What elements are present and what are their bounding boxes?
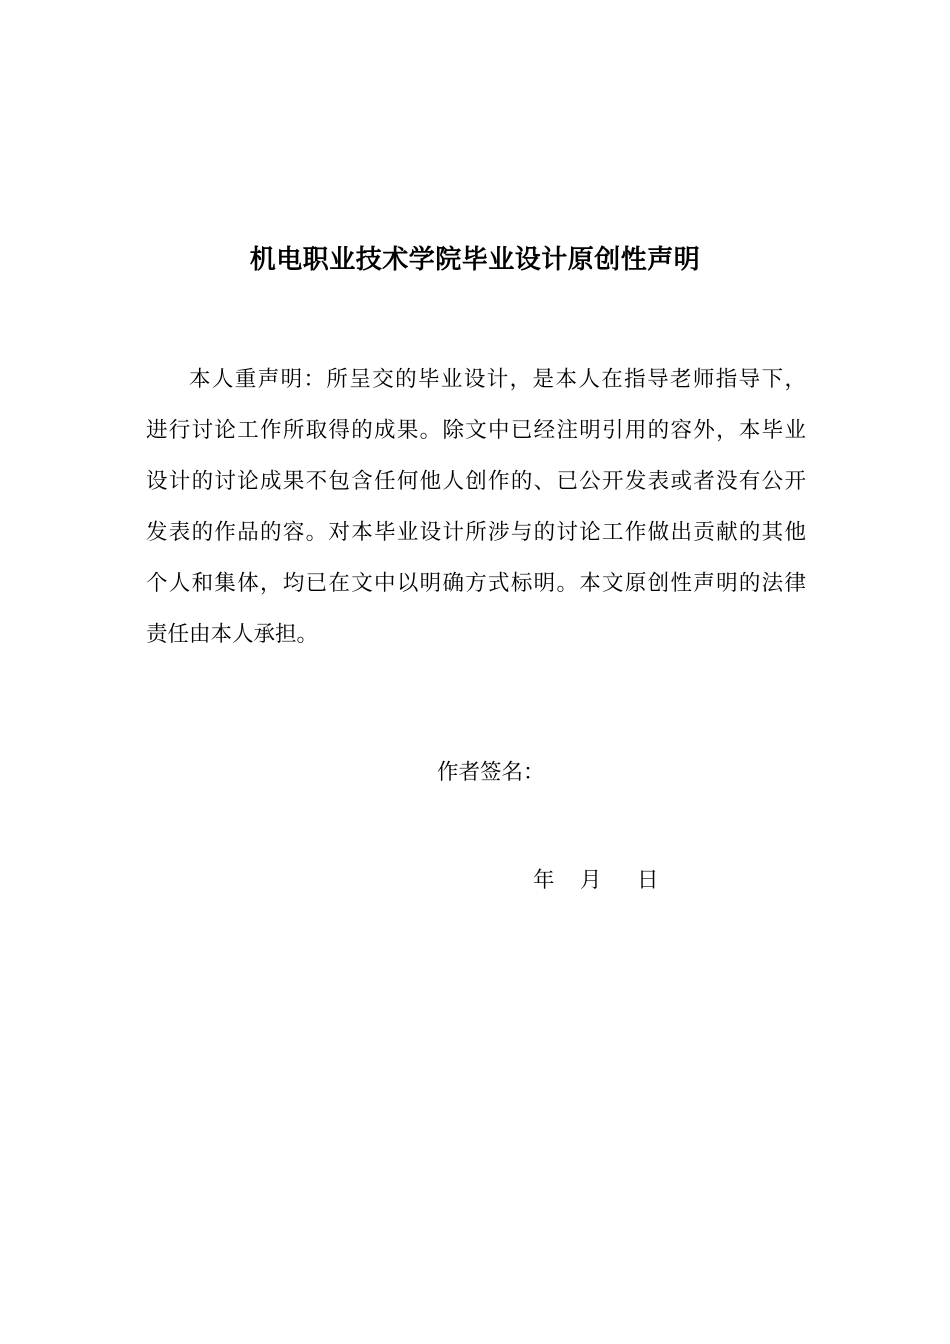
paragraph-line: 本人重声明：所呈交的毕业设计，是本人在指导老师指导下，: [189, 367, 806, 392]
paragraph-line: 进行讨论工作所取得的成果。除文中已经注明引用的容外，本毕业: [146, 418, 806, 443]
paragraph-line: 设计的讨论成果不包含任何他人创作的、已公开发表或者没有公开: [146, 469, 806, 494]
date-month-label: 月: [580, 868, 602, 893]
date-day-label: 日: [637, 868, 659, 893]
paragraph-line: 发表的作品的容。对本毕业设计所涉与的讨论工作做出贡献的其他: [146, 520, 806, 545]
declaration-paragraph: [146, 354, 806, 660]
paragraph-line: 责任由本人承担。: [146, 622, 319, 647]
author-signature-label: 作者签名：: [437, 760, 545, 785]
date-line: [533, 865, 667, 897]
paragraph-line: 个人和集体，均已在文中以明确方式标明。本文原创性声明的法律: [146, 571, 806, 596]
date-year-label: 年: [533, 868, 555, 893]
document-title: 机电职业技术学院毕业设计原创性声明: [249, 245, 701, 275]
